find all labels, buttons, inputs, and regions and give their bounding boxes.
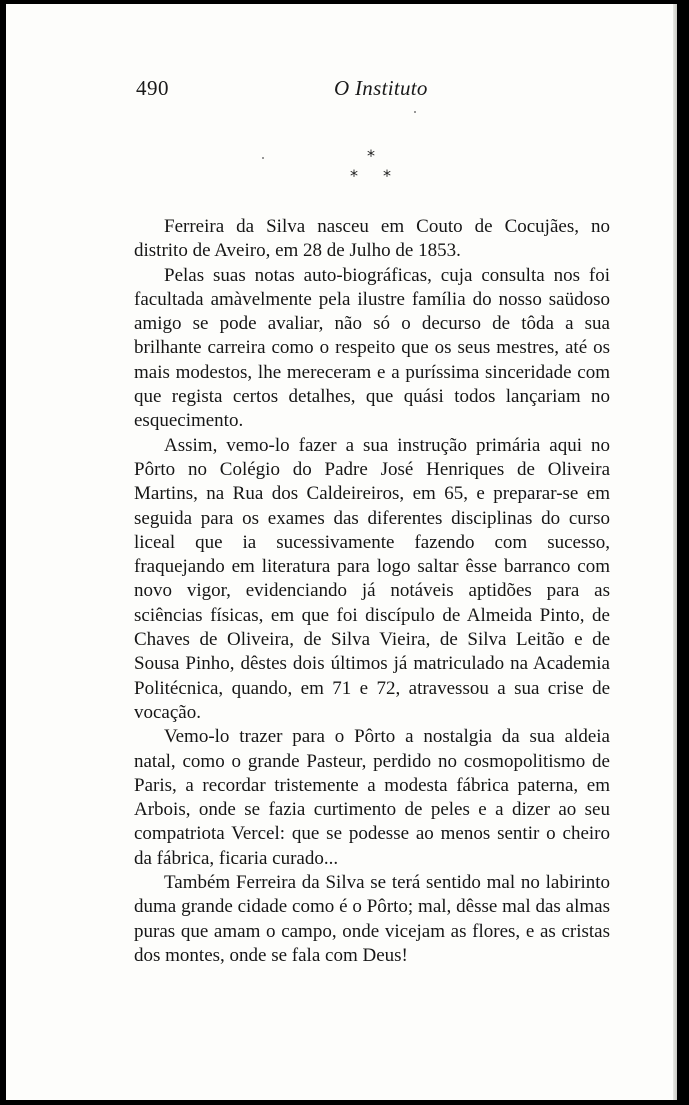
scan-speck [414,111,416,113]
page-number: 490 [136,76,169,100]
running-title: O Instituto [334,76,428,100]
scan-edge [673,4,677,1100]
paragraph-4: Vemo-lo trazer para o Pôrto a nostalgia da sua aldeia natal, como o grande Pasteur, perdido no cosmopolitismo de Paris, a recordar tristemente a modesta fábrica paterna, em Arbois, onde se fazia curtimento de peles e a dizer ao seu compatriota Vercel: que se podesse ao menos sentir o cheiro da fábrica, ficaria curado... [134,726,610,869]
scan-speck [262,157,264,159]
paragraph-5: Também Ferreira da Silva se terá sentido mal no labirinto duma grande cidade como é o Pôrto; mal, dêsse mal das almas puras que amam o campo, onde vicejam as flores, e as cristas dos montes, onde se fala com Deus! [134,872,610,966]
paragraph-2: Pelas suas notas auto-biográficas, cuja consulta nos foi facultada amàvelmente pela ilustre família do nosso saüdoso amigo se pode avaliar, não só o decurso de tôda a sua brilhante carreira como o respeito que os seus mestres, até os mais modestos, lhe mereceram e a puríssima sinceridade com que regista certos detalhes, que quási todos lançariam no esquecimento. [134,264,610,432]
paragraph-3: Assim, vemo-lo fazer a sua instrução primária aqui no Pôrto no Colégio do Padre José Henriques de Oliveira Martins, na Rua dos Caldeireiros, em 65, e preparar-se em seguida para os exames das diferentes disciplinas do curso liceal que ia sucessivamente fazendo com sucesso, fraquejando em literatura para logo saltar êsse barranco com novo vigor, evidenciando já notáveis aptidões para as sciências físicas, em que foi discípulo de Almeida Pinto, de Chaves de Oliveira, de Silva Vieira, de Silva Leitão e de Sousa Pinho, dêstes dois últimos já matriculado na Academia Politécnica, quando, em 71 e 72, atravessou a sua crise de vocação. [134,434,610,723]
asterisk-top: * [367,146,375,165]
book-page [6,4,677,1100]
paragraph-1: Ferreira da Silva nasceu em Couto de Cocujães, no distrito de Aveiro, em 28 de Julho de 1853. [134,216,610,262]
asterisk-bottom-right: * [383,166,391,185]
asterisk-bottom-left: * [350,166,358,185]
page-header [6,76,677,106]
body-text [134,215,610,968]
section-separator-asterism [336,144,391,190]
